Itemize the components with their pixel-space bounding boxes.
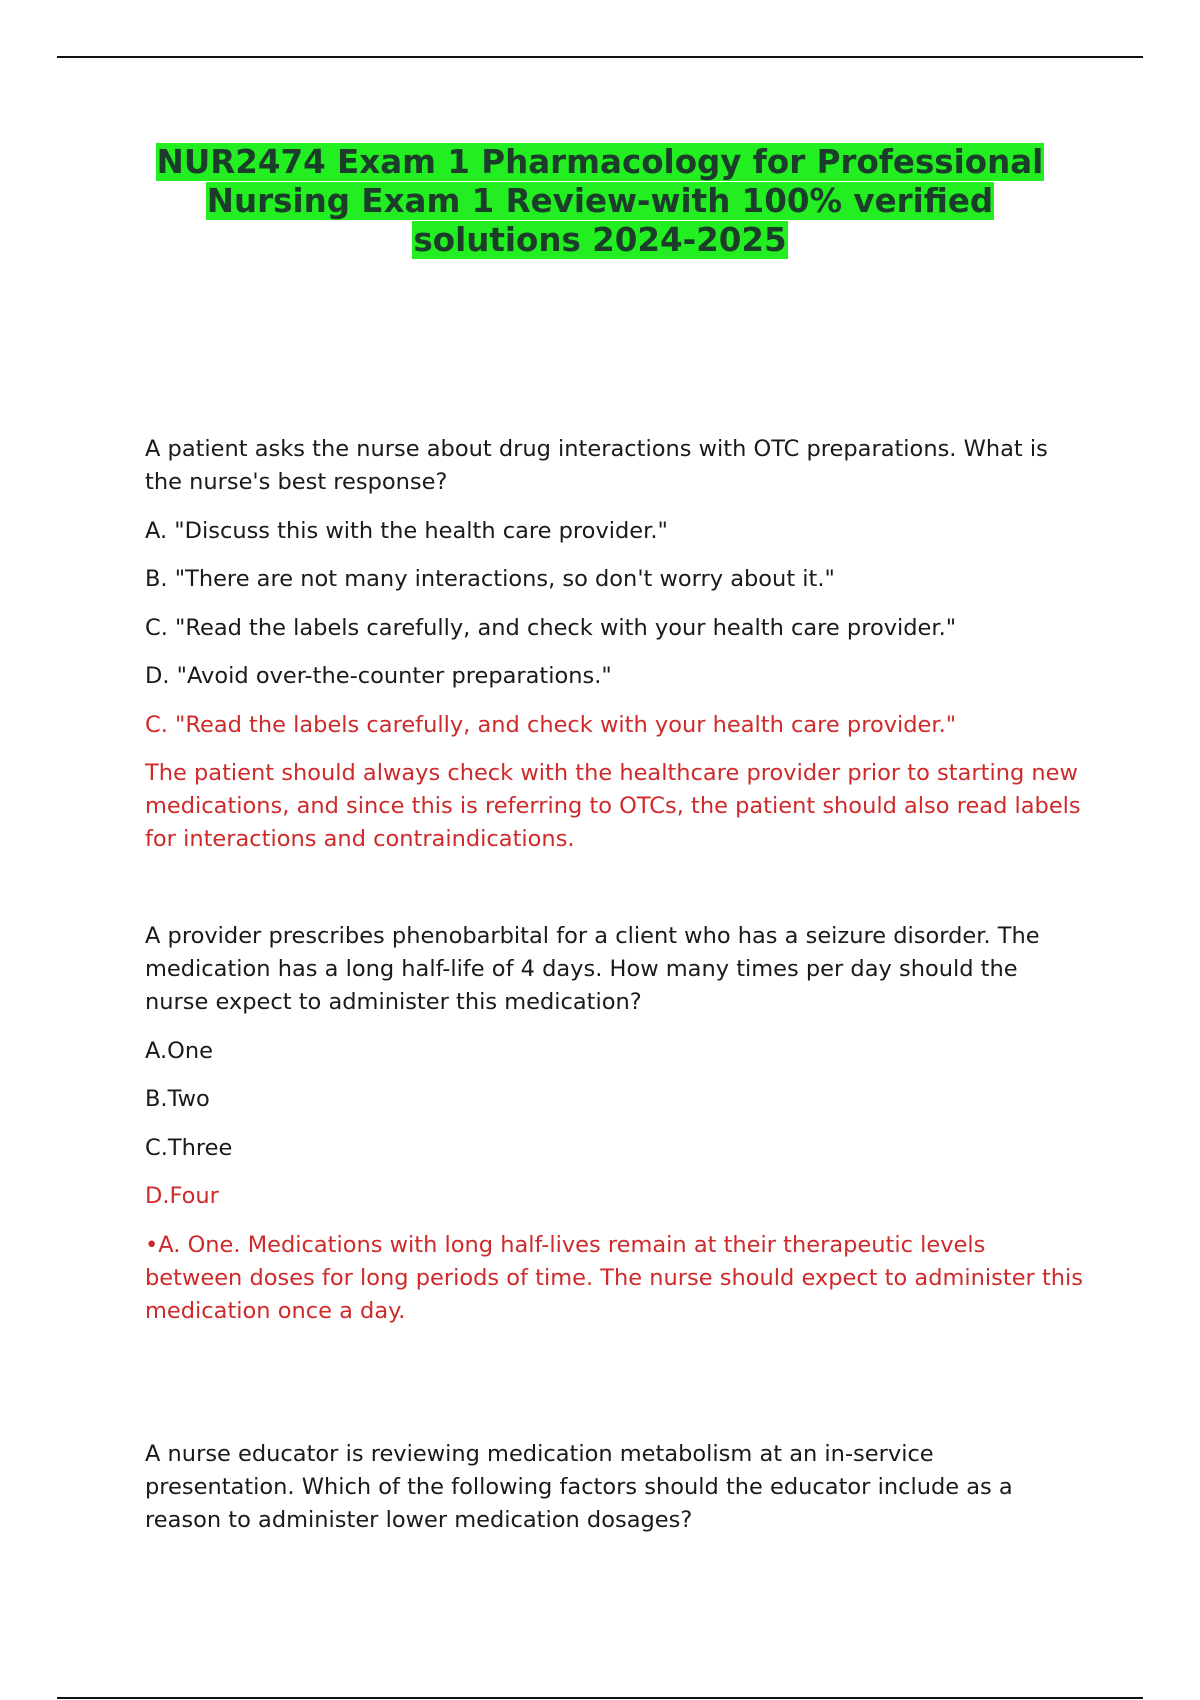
title-line-3: solutions 2024-2025 — [413, 221, 787, 259]
option-b: B.Two — [145, 1086, 210, 1112]
title-line-2: Nursing Exam 1 Review-with 100% verified — [206, 182, 994, 220]
question-block-1 — [145, 433, 1085, 872]
option-b: B. "There are not many interactions, so don't worry about it." — [145, 566, 835, 592]
bottom-rule — [57, 1697, 1143, 1699]
question-block-3 — [145, 1438, 1085, 1553]
option-d: D. "Avoid over-the-counter preparations." — [145, 663, 612, 689]
question-text: A nurse educator is reviewing medication metabolism at an in-service presentation. Which of the following factors should the educator include as a reason to administer lower medication dosages? — [145, 1441, 1013, 1533]
rationale-text: •A. One. Medications with long half-lives remain at their therapeutic levels between doses for long periods of time. The nurse should expect to administer this medication once a day. — [145, 1231, 1084, 1324]
option-c: C.Three — [145, 1134, 233, 1161]
question-block-2 — [145, 920, 1085, 1343]
answer-text: C. "Read the labels carefully, and check with your health care provider." — [145, 711, 957, 738]
title-line-1: NUR2474 Exam 1 Pharmacology for Professional — [156, 143, 1044, 181]
option-a: A.One — [145, 1037, 213, 1064]
question-text: A patient asks the nurse about drug interactions with OTC preparations. What is the nurse's best response? — [145, 436, 1048, 495]
option-a: A. "Discuss this with the health care provider." — [145, 517, 668, 544]
answer-text: D.Four — [145, 1183, 219, 1209]
option-c: C. "Read the labels carefully, and check with your health care provider." — [145, 614, 957, 641]
question-text: A provider prescribes phenobarbital for a client who has a seizure disorder. The medication has a long half-life of 4 days. How many times per day should the nurse expect to administer this medication? — [145, 923, 1040, 1015]
rationale-text: The patient should always check with the healthcare provider prior to starting new medications, and since this is referring to OTCs, the patient should also read labels for interactions and contraindications. — [145, 760, 1081, 852]
top-rule — [57, 56, 1143, 58]
document-title — [140, 143, 1060, 260]
